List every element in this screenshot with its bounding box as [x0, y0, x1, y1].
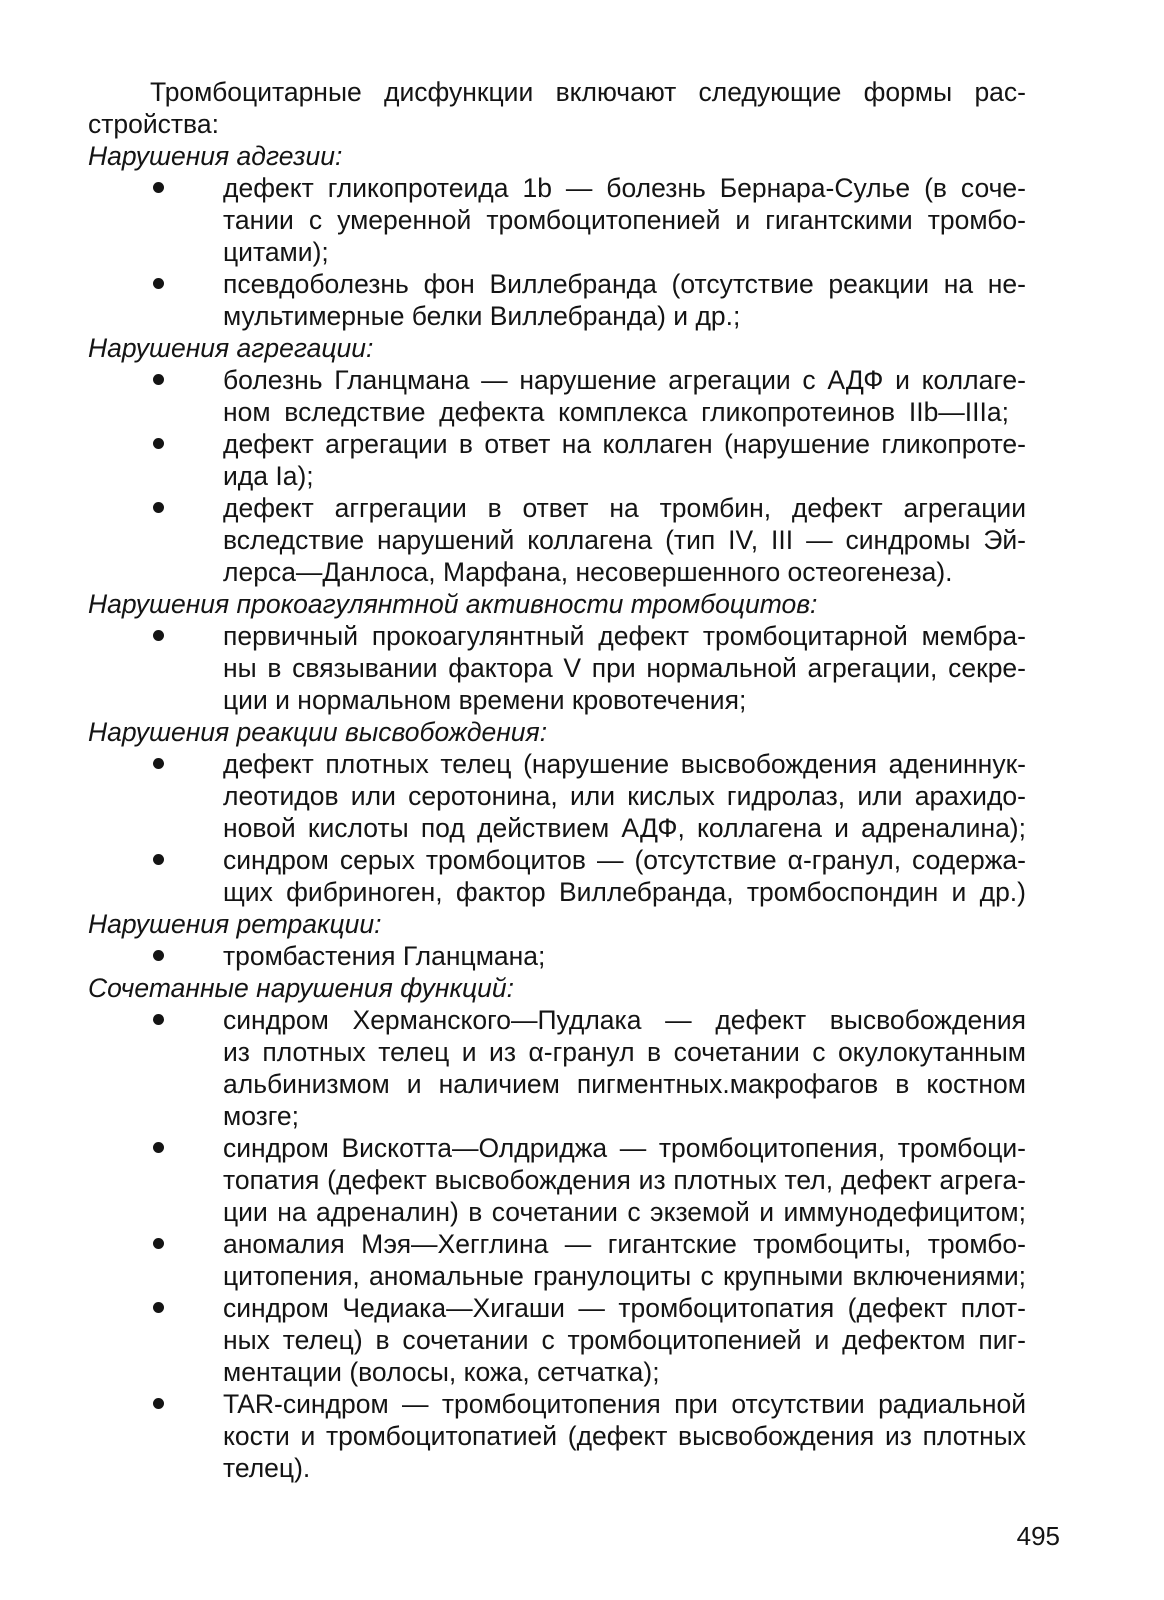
bullet-icon: [153, 1398, 164, 1409]
list-item-line: ции и нормальном времени кровотечения;: [223, 685, 747, 715]
list-item-line: телец).: [223, 1453, 311, 1483]
bullet-icon: [153, 1238, 164, 1249]
bullet-icon: [153, 950, 164, 961]
list-item-line: ментации (волосы, кожа, сетчатка);: [223, 1357, 660, 1387]
list-item-line: дефект аггрегации в ответ на тромбин, дефект агрегации: [223, 493, 1026, 523]
section-heading-aggregation: Нарушения агрегации:: [88, 333, 374, 363]
list-item-line: дефект плотных телец (нарушение высвобождения адениннук-: [223, 749, 1026, 779]
bullet-icon: [153, 1142, 164, 1153]
bullet-icon: [153, 502, 164, 513]
list-item-line: леотидов или серотонина, или кислых гидролаз, или арахидо-: [223, 781, 1026, 811]
list-item-line: синдром серых тромбоцитов — (отсутствие α-гранул, содержа-: [223, 845, 1026, 875]
list-item-line: синдром Чедиака—Хигаши — тромбоцитопатия (дефект плот-: [223, 1293, 1026, 1323]
bullet-icon: [153, 438, 164, 449]
bullet-icon: [153, 182, 164, 193]
bullet-icon: [153, 1302, 164, 1313]
list-item-line: цитопения, аномальные гранулоциты с крупными включениями;: [223, 1261, 1026, 1291]
section-heading-procoagulant: Нарушения прокоагулянтной активности тромбоцитов:: [88, 589, 818, 619]
list-item-line: альбинизмом и наличием пигментных.макрофагов в костном: [223, 1069, 1026, 1099]
section-heading-retraction: Нарушения ретракции:: [88, 909, 382, 939]
list-item-line: синдром Херманского—Пудлака — дефект высвобождения: [223, 1005, 1026, 1035]
section-heading-release: Нарушения реакции высвобождения:: [88, 717, 548, 747]
bullet-icon: [153, 1014, 164, 1025]
list-item-line: ции на адреналин) в сочетании с экземой и иммунодефицитом;: [223, 1197, 1026, 1227]
list-item-line: ном вследствие дефекта комплекса гликопротеинов IIb—IIIa;: [223, 397, 1009, 427]
intro-line: Тромбоцитарные дисфункции включают следующие формы рас-: [150, 77, 1026, 107]
list-item-line: псевдоболезнь фон Виллебранда (отсутствие реакции на не-: [223, 269, 1026, 299]
list-item-line: кости и тромбоцитопатией (дефект высвобождения из плотных: [223, 1421, 1026, 1451]
list-item-line: тромбастения Гланцмана;: [223, 941, 546, 971]
list-item-line: ных телец) в сочетании с тромбоцитопенией и дефектом пиг-: [223, 1325, 1026, 1355]
section-heading-combined: Сочетанные нарушения функций:: [88, 973, 515, 1003]
list-item-line: лерса—Данлоса, Марфана, несовершенного остеогенеза).: [223, 557, 953, 587]
list-item-line: дефект гликопротеида 1b — болезнь Бернара-Сулье (в соче-: [223, 173, 1026, 203]
intro-line: стройства:: [88, 109, 219, 139]
bullet-icon: [153, 278, 164, 289]
list-item-line: топатия (дефект высвобождения из плотных тел, дефект агрега-: [223, 1165, 1026, 1195]
list-item-line: мультимерные белки Виллебранда) и др.;: [223, 301, 741, 331]
list-item-line: из плотных телец и из α-гранул в сочетании с окулокутанным: [223, 1037, 1026, 1067]
list-item-line: дефект агрегации в ответ на коллаген (нарушение гликопроте-: [223, 429, 1026, 459]
list-item-line: ны в связывании фактора V при нормальной агрегации, секре-: [223, 653, 1026, 683]
list-item-line: цитами);: [223, 237, 329, 267]
page-number: 495: [1016, 1521, 1060, 1551]
section-heading-adhesion: Нарушения адгезии:: [88, 141, 343, 171]
list-item-line: аномалия Мэя—Хегглина — гигантские тромбоциты, тромбо-: [223, 1229, 1026, 1259]
list-item-line: первичный прокоагулянтный дефект тромбоцитарной мембра-: [223, 621, 1026, 651]
list-item-line: тании с умеренной тромбоцитопенией и гигантскими тромбо-: [223, 205, 1026, 235]
list-item-line: TAR-синдром — тромбоцитопения при отсутствии радиальной: [223, 1389, 1026, 1419]
bullet-icon: [153, 374, 164, 385]
bullet-icon: [153, 630, 164, 641]
list-item-line: мозге;: [223, 1101, 299, 1131]
list-item-line: синдром Вискотта—Олдриджа — тромбоцитопения, тромбоци-: [223, 1133, 1026, 1163]
list-item-line: новой кислоты под действием АДФ, коллагена и адреналина);: [223, 813, 1026, 843]
bullet-icon: [153, 854, 164, 865]
list-item-line: болезнь Гланцмана — нарушение агрегации с АДФ и коллаге-: [223, 365, 1026, 395]
list-item-line: вследствие нарушений коллагена (тип IV, III — синдромы Эй-: [223, 525, 1026, 555]
bullet-icon: [153, 758, 164, 769]
list-item-line: щих фибриноген, фактор Виллебранда, тромбоспондин и др.): [223, 877, 1026, 907]
list-item-line: ида Ia);: [223, 461, 314, 491]
